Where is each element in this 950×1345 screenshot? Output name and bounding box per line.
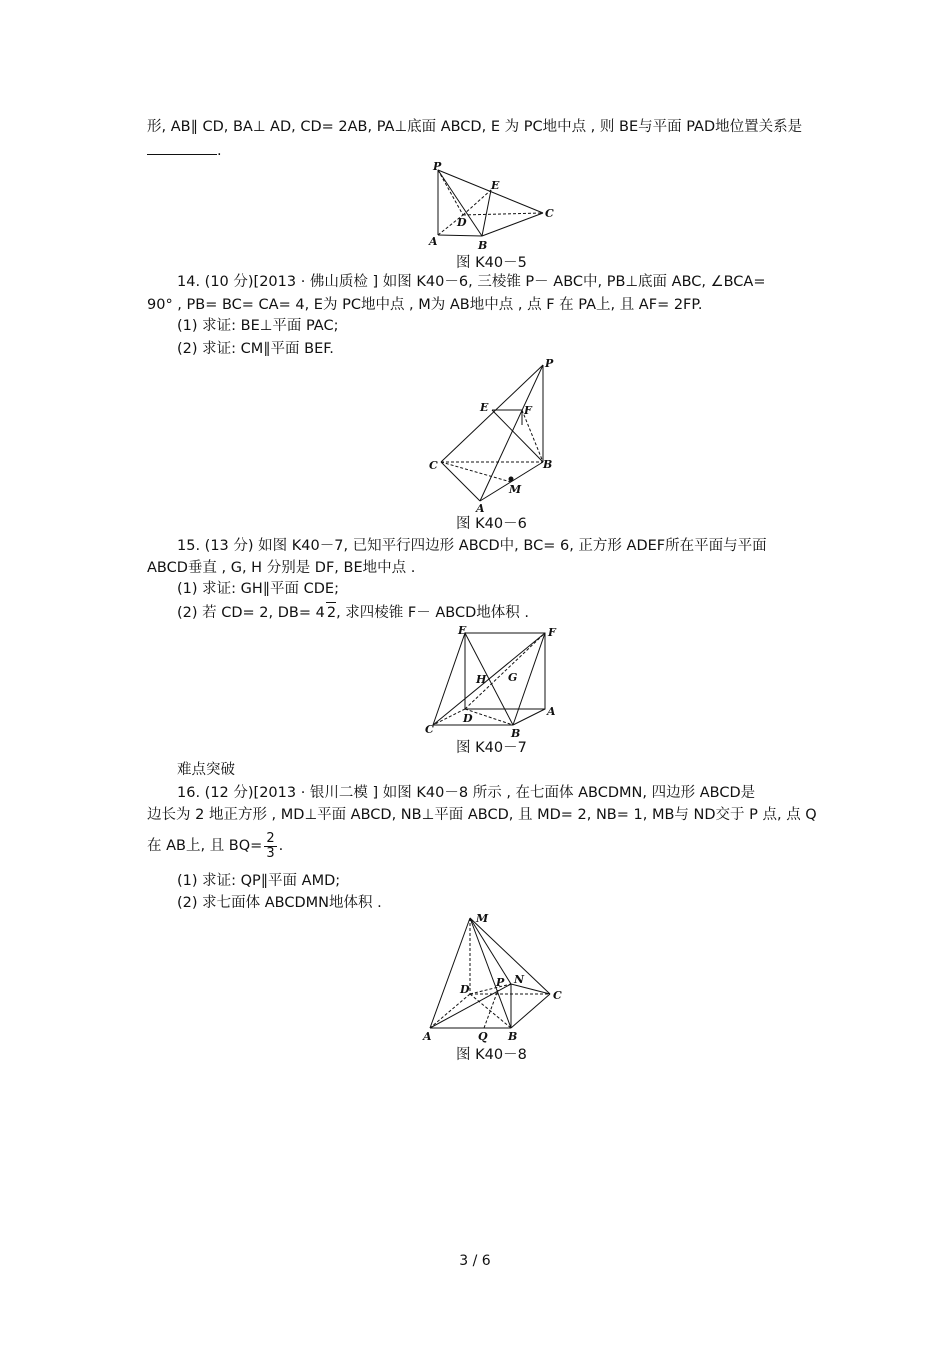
fig8-label-p: P <box>496 976 505 989</box>
fig5-label-c: C <box>545 207 554 220</box>
fig6-label-b: B <box>543 458 553 471</box>
fig8-label-n: N <box>514 973 525 986</box>
fig6-label-e: E <box>480 401 489 414</box>
fig8-label-q: Q <box>478 1030 488 1043</box>
figure-k40-5 <box>425 160 565 255</box>
sqrt-radicand: 2 <box>326 602 336 623</box>
fig6-label-c: C <box>429 459 438 472</box>
q16-part1: (1) 求证: QP∥平面 AMD; <box>177 873 341 889</box>
caption-k40-7: 图 K40－7 <box>456 740 527 756</box>
figure-k40-6 <box>425 355 565 515</box>
fig7-label-h: H <box>476 673 487 686</box>
q15-part2-a: (2) 若 CD= 2, DB= 4 <box>177 605 325 621</box>
page-number: 3 / 6 <box>459 1253 491 1269</box>
figure-k40-7 <box>425 625 565 740</box>
fig8-label-m: M <box>476 912 489 925</box>
fig8-label-a: A <box>423 1030 432 1043</box>
fig8-label-c: C <box>553 989 562 1002</box>
fig6-label-f: F <box>524 404 532 417</box>
fig6-label-p: P <box>545 357 554 370</box>
fig5-label-b: B <box>478 239 488 252</box>
fig7-label-d: D <box>463 712 473 725</box>
section-title: 难点突破 <box>177 762 235 778</box>
fig7-label-e: E <box>458 624 467 637</box>
q16-line2: 边长为 2 地正方形 , MD⊥平面 ABCD, NB⊥平面 ABCD, 且 MD= 2, NB= 1, MB与 ND交于 P 点, 点 Q <box>147 807 817 823</box>
fig7-label-a: A <box>547 705 556 718</box>
fig7-label-g: G <box>508 671 518 684</box>
q15-line1: 15. (13 分) 如图 K40－7, 已知平行四边形 ABCD中, BC= 6, 正方形 ADEF所在平面与平面 <box>177 538 767 554</box>
answer-blank <box>147 142 217 155</box>
q15-line2: ABCD垂直 , G, H 分别是 DF, BE地中点 . <box>147 560 416 576</box>
fraction-numerator: 2 <box>266 830 275 846</box>
fraction <box>264 832 276 861</box>
q13-blank-end: . <box>217 143 222 159</box>
fig7-label-f: F <box>548 626 556 639</box>
q16-line3 <box>147 831 283 861</box>
q15-part1: (1) 求证: GH∥平面 CDE; <box>177 581 339 597</box>
figure-k40-8 <box>420 910 570 1045</box>
fig7-label-b: B <box>511 727 521 740</box>
q15-part2-b: , 求四棱锥 F－ ABCD地体积 . <box>336 605 529 621</box>
q16-line3-b: . <box>278 838 284 854</box>
fig6-label-m: M <box>509 483 522 496</box>
q14-part1: (1) 求证: BE⊥平面 PAC; <box>177 318 339 334</box>
fig8-label-d: D <box>460 983 470 996</box>
fig5-label-a: A <box>429 235 438 248</box>
fig5-label-e: E <box>491 179 500 192</box>
fig8-label-b: B <box>508 1030 518 1043</box>
fig6-label-a: A <box>476 502 485 515</box>
caption-k40-6: 图 K40－6 <box>456 516 527 532</box>
q16-part2: (2) 求七面体 ABCDMN地体积 . <box>177 895 382 911</box>
q13-blank-line <box>147 141 222 161</box>
fraction-denominator: 3 <box>266 845 275 861</box>
caption-k40-8: 图 K40－8 <box>456 1047 527 1063</box>
q15-part2 <box>177 602 529 623</box>
q14-line2: 90° , PB= BC= CA= 4, E为 PC地中点 , M为 AB地中点 , 点 F 在 PA上, 且 AF= 2FP. <box>147 297 703 313</box>
fig5-label-d: D <box>457 216 467 229</box>
caption-k40-5: 图 K40－5 <box>456 255 527 271</box>
q14-part2: (2) 求证: CM∥平面 BEF. <box>177 341 334 357</box>
fig7-label-c: C <box>425 723 434 736</box>
fig5-label-p: P <box>433 160 442 173</box>
q16-line1: 16. (12 分)[2013 · 银川二模 ] 如图 K40－8 所示 , 在七面体 ABCDMN, 四边形 ABCD是 <box>177 785 756 801</box>
q16-line3-a: 在 AB上, 且 BQ= <box>147 838 263 854</box>
q13-line1: 形, AB∥ CD, BA⊥ AD, CD= 2AB, PA⊥底面 ABCD, E 为 PC地中点 , 则 BE与平面 PAD地位置关系是 <box>147 119 803 135</box>
q14-line1: 14. (10 分)[2013 · 佛山质检 ] 如图 K40－6, 三棱锥 P－ ABC中, PB⊥底面 ABC, ∠BCA= <box>177 274 766 290</box>
